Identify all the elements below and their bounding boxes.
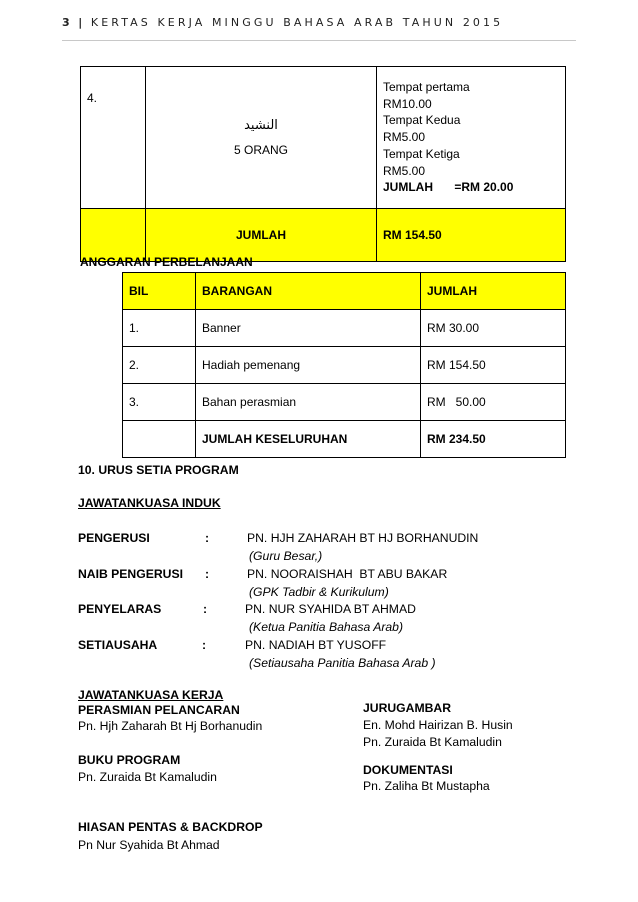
total-label: JUMLAH [146, 209, 377, 262]
table-cell: RM 30.00 [421, 310, 566, 347]
table-cell: Hadiah pemenang [196, 347, 421, 384]
member-name: PN. NOORAISHAH BT ABU BAKAR [247, 567, 448, 581]
table-cell: Bahan perasmian [196, 384, 421, 421]
role-label: NAIB PENGERUSI [78, 567, 183, 581]
member-note: (GPK Tadbir & Kurikulum) [249, 585, 389, 599]
budget-table [122, 272, 566, 458]
table-cell: Banner [196, 310, 421, 347]
table-cell: RM 154.50 [421, 347, 566, 384]
event-cell [146, 67, 377, 209]
subtotal-value: =RM 20.00 [454, 180, 514, 195]
section-heading: 10. URUS SETIA PROGRAM [78, 463, 239, 477]
col-header: JUMLAH [421, 273, 566, 310]
table-cell: 2. [123, 347, 196, 384]
member-note: (Ketua Panitia Bahasa Arab) [249, 620, 404, 634]
page-number: 3 [62, 16, 70, 29]
prize-line: RM5.00 [383, 163, 426, 178]
total-value: RM 154.50 [377, 209, 566, 262]
col-header: BIL [123, 273, 196, 310]
grand-total-label: JUMLAH KESELURUHAN [196, 421, 421, 458]
role-colon: : [205, 567, 210, 581]
role-colon: : [202, 638, 207, 652]
unit-title: HIASAN PENTAS & BACKDROP [78, 820, 263, 834]
role-colon: : [205, 531, 210, 545]
unit-member: Pn. Hjh Zaharah Bt Hj Borhanudin [78, 719, 263, 733]
member-name: PN. NUR SYAHIDA BT AHMAD [245, 602, 416, 616]
participants: 5 ORANG [233, 143, 288, 157]
header-divider [62, 40, 576, 41]
role-colon: : [203, 602, 208, 616]
main-committee-heading: JAWATANKUASA INDUK [78, 496, 221, 510]
unit-title: PERASMIAN PELANCARAN [78, 703, 240, 717]
header-separator: | [78, 16, 83, 29]
prize-line: Tempat Ketiga [383, 146, 460, 161]
event-arabic: النشيد [244, 118, 278, 133]
unit-title: DOKUMENTASI [363, 763, 453, 777]
prize-line: Tempat pertama [383, 79, 470, 94]
table-row [123, 310, 566, 347]
prize-line: RM10.00 [383, 96, 432, 111]
col-header: BARANGAN [196, 273, 421, 310]
table-row [123, 347, 566, 384]
unit-member: Pn. Zuraida Bt Kamaludin [363, 735, 502, 749]
table-row [81, 67, 566, 209]
unit-member: Pn. Zuraida Bt Kamaludin [78, 770, 217, 784]
document-title: KERTAS KERJA MINGGU BAHASA ARAB TAHUN 2015 [90, 16, 504, 29]
empty-cell [81, 209, 146, 262]
subtotal-line [383, 179, 559, 196]
page-header [62, 16, 503, 29]
total-row [81, 209, 566, 262]
member-name: PN. NADIAH BT YUSOFF [245, 638, 387, 652]
prize-table [80, 66, 566, 262]
table-header-row [123, 273, 566, 310]
table-cell [123, 421, 196, 458]
work-committee-heading: JAWATANKUASA KERJA [78, 688, 224, 702]
row-number: 4. [81, 67, 146, 209]
member-name: PN. HJH ZAHARAH BT HJ BORHANUDIN [247, 531, 479, 545]
role-label: SETIAUSAHA [78, 638, 158, 652]
prize-line: RM5.00 [383, 130, 426, 145]
unit-member: En. Mohd Hairizan B. Husin [363, 718, 513, 732]
table-cell: 3. [123, 384, 196, 421]
grand-total-value: RM 234.50 [421, 421, 566, 458]
subtotal-label: JUMLAH [383, 180, 433, 195]
budget-title: ANGGARAN PERBELANJAAN [80, 255, 253, 269]
unit-member: Pn Nur Syahida Bt Ahmad [78, 838, 220, 852]
unit-member: Pn. Zaliha Bt Mustapha [363, 779, 490, 793]
member-note: (Guru Besar,) [249, 549, 323, 563]
unit-title: JURUGAMBAR [363, 701, 452, 715]
prize-line: Tempat Kedua [383, 113, 461, 128]
prize-cell [377, 67, 566, 209]
unit-title: BUKU PROGRAM [78, 753, 181, 767]
role-label: PENGERUSI [78, 531, 150, 545]
table-cell: 1. [123, 310, 196, 347]
table-row [123, 384, 566, 421]
table-cell: RM 50.00 [421, 384, 566, 421]
role-label: PENYELARAS [78, 602, 162, 616]
member-note: (Setiausaha Panitia Bahasa Arab ) [249, 656, 436, 670]
table-total-row [123, 421, 566, 458]
